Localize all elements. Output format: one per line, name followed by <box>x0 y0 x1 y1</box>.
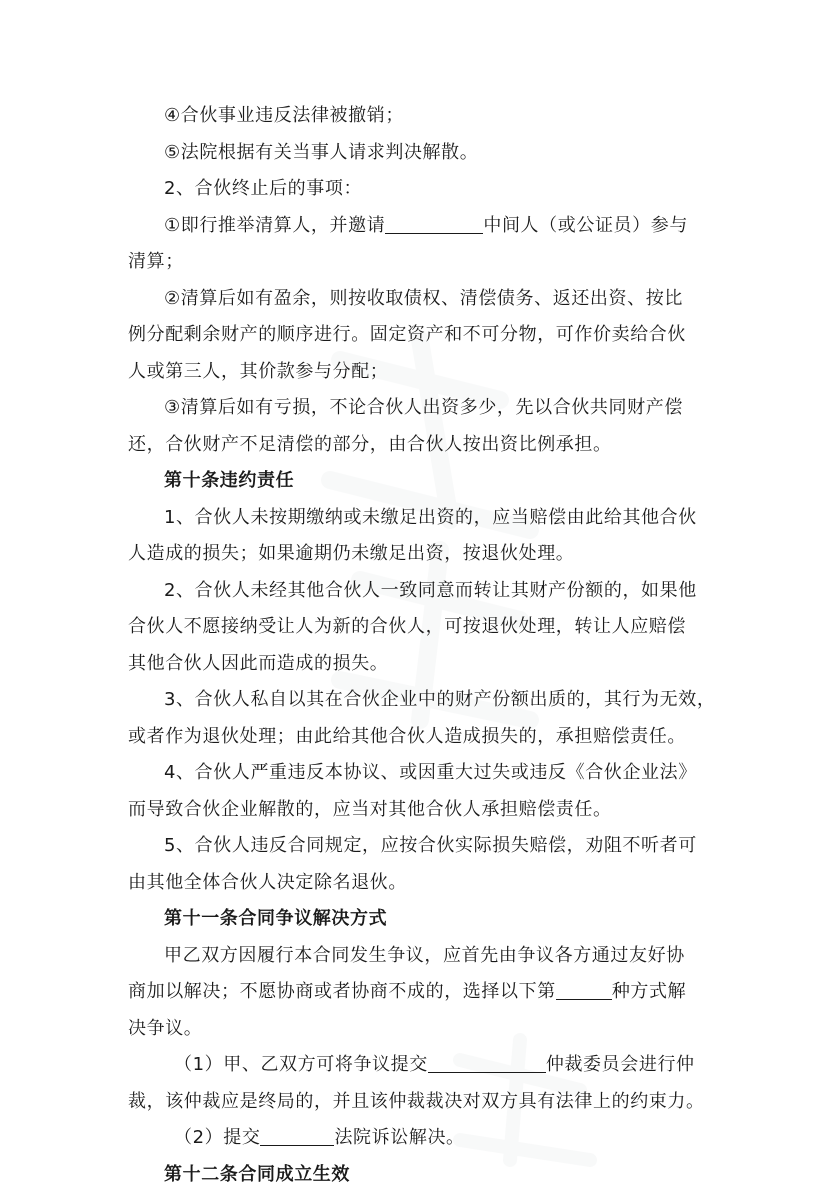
heading-text: 第十一条合同争议解决方式 <box>164 908 387 929</box>
paragraph-line <box>128 792 718 829</box>
paragraph-line <box>128 390 718 427</box>
line-text: 合伙人不愿接纳受让人为新的合伙人，可按退伙处理，转让人应赔偿 <box>128 616 686 637</box>
paragraph-line <box>128 828 718 865</box>
line-text: （1）甲、乙双方可将争议提交 <box>174 1054 428 1075</box>
paragraph-line <box>128 974 718 1011</box>
paragraph-line <box>128 1120 718 1157</box>
court-blank-field[interactable] <box>260 1125 334 1146</box>
heading-text: 第十二条合同成立生效 <box>164 1164 350 1185</box>
paragraph-line <box>128 682 718 719</box>
paragraph-line <box>128 354 718 391</box>
line-text: 法院诉讼解决。 <box>334 1127 464 1148</box>
line-text: 人或第三人，其价款参与分配； <box>128 361 388 382</box>
paragraph-line <box>128 646 718 683</box>
line-text: 5、合伙人违反合同规定，应按合伙实际损失赔偿，劝阻不听者可 <box>164 835 697 856</box>
line-text: ④合伙事业违反法律被撤销； <box>164 105 404 126</box>
paragraph-line <box>128 317 718 354</box>
paragraph-line <box>128 719 718 756</box>
paragraph-line <box>128 427 718 464</box>
paragraph-line <box>128 1047 718 1084</box>
line-text: 仲裁委员会进行仲 <box>546 1054 695 1075</box>
paragraph-line <box>128 609 718 646</box>
line-text: 2、合伙人未经其他合伙人一致同意而转让其财产份额的，如果他 <box>164 580 697 601</box>
paragraph-line <box>128 573 718 610</box>
line-text: 人造成的损失；如果逾期仍未缴足出资，按退伙处理。 <box>128 543 574 564</box>
line-text: ⑤法院根据有关当事人请求判决解散。 <box>164 142 478 163</box>
line-text: 3、合伙人私自以其在合伙企业中的财产份额出质的，其行为无效， <box>164 689 715 710</box>
paragraph-line <box>128 865 718 902</box>
line-text: 种方式解 <box>612 981 686 1002</box>
line-text: 中间人（或公证员）参与 <box>483 215 688 236</box>
mediator-blank-field[interactable] <box>385 213 483 234</box>
line-text: 2、合伙终止后的事项： <box>164 178 362 199</box>
paragraph-line <box>128 208 718 245</box>
paragraph-line <box>128 244 718 281</box>
line-text: （2）提交 <box>174 1127 260 1148</box>
line-text: 清算； <box>128 251 184 272</box>
line-text: ③清算后如有亏损，不论合伙人出资多少，先以合伙共同财产偿 <box>164 397 683 418</box>
paragraph-line <box>128 98 718 135</box>
line-text: 裁，该仲裁应是终局的，并且该仲裁裁决对双方具有法律上的约束力。 <box>128 1091 705 1112</box>
heading-text: 第十条违约责任 <box>164 470 294 491</box>
line-text: 例分配剩余财产的顺序进行。固定资产和不可分物，可作价卖给合伙 <box>128 324 686 345</box>
line-text: 还，合伙财产不足清偿的部分，由合伙人按出资比例承担。 <box>128 434 612 455</box>
paragraph-line <box>128 536 718 573</box>
paragraph-line <box>128 171 718 208</box>
method-choice-blank-field[interactable] <box>556 979 612 1000</box>
line-text: ①即行推举清算人，并邀请 <box>164 215 385 236</box>
line-text: ②清算后如有盈余，则按收取债权、清偿债务、返还出资、按比 <box>164 288 683 309</box>
line-text: 商加以解决；不愿协商或者协商不成的，选择以下第 <box>128 981 556 1002</box>
paragraph-line <box>128 1011 718 1048</box>
line-text: 由其他全体合伙人决定除名退伙。 <box>128 872 407 893</box>
line-text: 1、合伙人未按期缴纳或未缴足出资的，应当赔偿由此给其他合伙 <box>164 507 697 528</box>
section-heading <box>128 1157 718 1193</box>
line-text: 其他合伙人因此而造成的损失。 <box>128 653 388 674</box>
paragraph-line <box>128 1084 718 1121</box>
paragraph-line <box>128 500 718 537</box>
line-text: 或者作为退伙处理；由此给其他合伙人造成损失的，承担赔偿责任。 <box>128 726 686 747</box>
line-text: 4、合伙人严重违反本协议、或因重大过失或违反《合伙企业法》 <box>164 762 697 783</box>
paragraph-line <box>128 135 718 172</box>
arbitration-committee-blank-field[interactable] <box>428 1052 546 1073</box>
line-text: 决争议。 <box>128 1018 202 1039</box>
line-text: 甲乙双方因履行本合同发生争议，应首先由争议各方通过友好协 <box>164 945 685 966</box>
paragraph-line <box>128 755 718 792</box>
section-heading <box>128 901 718 938</box>
paragraph-line <box>128 281 718 318</box>
line-text: 而导致合伙企业解散的，应当对其他合伙人承担赔偿责任。 <box>128 799 612 820</box>
paragraph-line <box>128 938 718 975</box>
document-body <box>128 98 718 1193</box>
section-heading <box>128 463 718 500</box>
